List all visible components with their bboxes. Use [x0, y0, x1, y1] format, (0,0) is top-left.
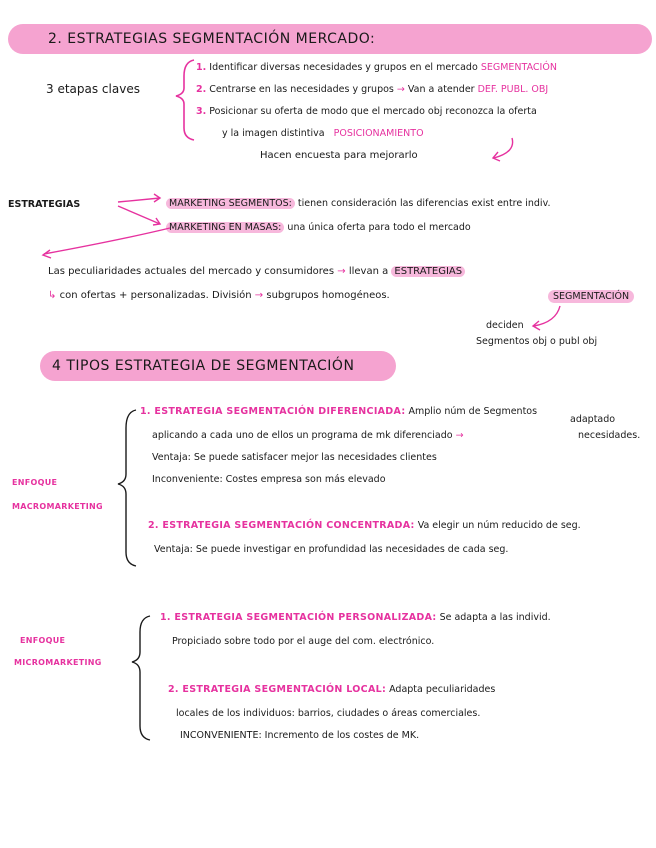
- macro-label-1: ENFOQUE: [12, 478, 58, 487]
- stage-2-arrow-text: Van a atender: [407, 84, 475, 95]
- strategy-4-line-2: locales de los individuos: barrios, ciudades o áreas comerciales.: [176, 708, 481, 719]
- decide-2: Segmentos obj o publ obj: [476, 336, 598, 347]
- decide-1: deciden: [486, 320, 524, 331]
- stage-2-tag: DEF. PUBL. OBJ: [477, 84, 549, 95]
- micro-label-1: ENFOQUE: [20, 636, 66, 645]
- strategy-1-side-2: necesidades.: [578, 430, 641, 441]
- strategy-3-line-2: Propiciado sobre todo por el auge del com. electrónico.: [172, 636, 435, 647]
- strategy-3-text: Se adapta a las individ.: [439, 612, 551, 623]
- strategy-1-text: Amplio núm de Segmentos: [408, 406, 538, 417]
- strategy-1-advantage: Ventaja: Se puede satisfacer mejor las necesidades clientes: [152, 452, 437, 463]
- peculiar-line2-arrow: subgrupos homogéneos.: [266, 290, 390, 301]
- curve-arrow-3: [534, 306, 560, 326]
- micro-label-2: MICROMARKETING: [14, 658, 102, 667]
- macro-label-2: MACROMARKETING: [12, 502, 103, 511]
- brace-micro: [132, 616, 150, 740]
- stage-1-tag: SEGMENTACIÓN: [480, 62, 557, 73]
- arrow-icon: →: [396, 84, 405, 95]
- strategies-arrow-b: [118, 206, 160, 224]
- strategy-a-tag: MARKETING SEGMENTOS:: [166, 198, 295, 209]
- strategies-label: ESTRATEGIAS: [8, 199, 81, 210]
- brace-stages: [176, 60, 194, 140]
- segmentation-tag: SEGMENTACIÓN: [548, 290, 634, 303]
- peculiar-text: Las peculiaridades actuales del mercado y consumidores: [48, 266, 335, 277]
- stage-1-num: 1.: [196, 62, 207, 73]
- survey-note: Hacen encuesta para mejorarlo: [260, 150, 418, 161]
- section-title-1: 2. ESTRATEGIAS SEGMENTACIÓN MERCADO:: [48, 31, 376, 47]
- strategy-3-title: 1. ESTRATEGIA SEGMENTACIÓN PERSONALIZADA:: [160, 612, 437, 623]
- strategy-b-tag: MARKETING EN MASAS:: [166, 222, 284, 233]
- stage-3-text: Posicionar su oferta de modo que el mercado obj reconozca la oferta: [209, 106, 537, 117]
- strategy-1-line2-text: aplicando a cada uno de ellos un programa de mk diferenciado: [152, 430, 453, 441]
- section-title-2: 4 TIPOS ESTRATEGIA DE SEGMENTACIÓN: [52, 358, 355, 374]
- stage-3-num: 3.: [196, 106, 207, 117]
- strategy-a-text: tienen consideración las diferencias exist entre indiv.: [297, 198, 551, 209]
- arrow-icon: →: [254, 290, 264, 301]
- stage-2-text: Centrarse en las necesidades y grupos: [209, 84, 394, 95]
- arrow-icon: →: [455, 430, 464, 441]
- arrow-icon: →: [337, 266, 346, 277]
- stage-1-text: Identificar diversas necesidades y grupos en el mercado: [209, 62, 478, 73]
- stage-2-num: 2.: [196, 84, 207, 95]
- strategy-2-advantage: Ventaja: Se puede investigar en profundidad las necesidades de cada seg.: [154, 544, 509, 555]
- stages-label: 3 etapas claves: [46, 82, 140, 96]
- strategy-4-text: Adapta peculiaridades: [389, 684, 496, 695]
- stage-3b-text: y la imagen distintiva: [222, 128, 325, 139]
- strategy-b-text: una única oferta para todo el mercado: [287, 222, 471, 233]
- stage-3b-tag: POSICIONAMIENTO: [333, 128, 424, 139]
- strategy-2-text: Va elegir un núm reducido de seg.: [417, 520, 581, 531]
- strategy-4-disadvantage: INCONVENIENTE: Incremento de los costes de MK.: [180, 730, 420, 741]
- strategy-1-side-1: adaptado: [570, 414, 616, 425]
- peculiar-line2-text: con ofertas + personalizadas. División: [59, 290, 252, 301]
- strategy-1-disadvantage: Inconveniente: Costes empresa son más elevado: [152, 474, 386, 485]
- peculiar-arrow-text: llevan a: [348, 266, 389, 277]
- return-arrow-icon: ↳: [48, 290, 57, 301]
- curve-arrow-2: [44, 228, 170, 254]
- strategy-4-title: 2. ESTRATEGIA SEGMENTACIÓN LOCAL:: [168, 684, 387, 695]
- strategy-1-title: 1. ESTRATEGIA SEGMENTACIÓN DIFERENCIADA:: [140, 406, 406, 417]
- peculiar-tag: ESTRATEGIAS: [391, 266, 465, 277]
- curve-arrow-1: [494, 138, 513, 158]
- strategy-2-title: 2. ESTRATEGIA SEGMENTACIÓN CONCENTRADA:: [148, 520, 415, 531]
- brace-macro: [118, 410, 136, 566]
